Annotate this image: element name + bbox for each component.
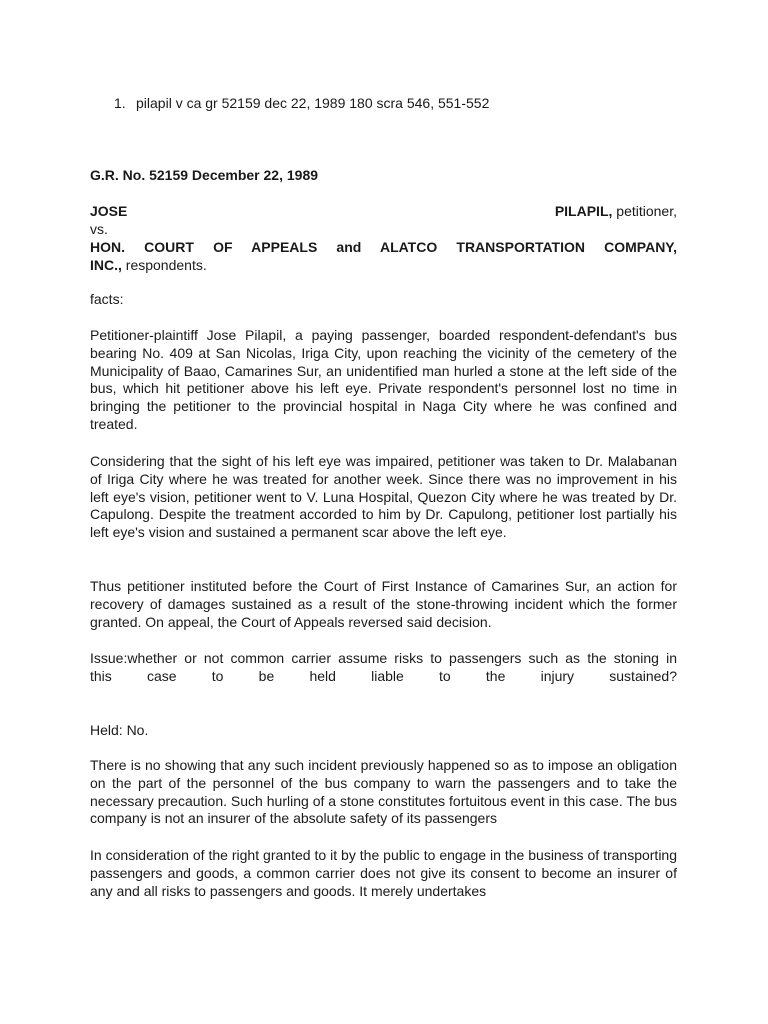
- case-title: G.R. No. 52159 December 22, 1989: [90, 167, 319, 183]
- issue-word: be: [258, 667, 275, 684]
- petitioner-name-group: [555, 202, 677, 220]
- issue-word: sustained?: [609, 667, 677, 684]
- paragraph-held-2: In consideration of the right granted to it by the public to engage in the business of transporting passengers and goods, a common carrier does not give its consent to become an insurer of any and all risks to passengers and goods. It merely undertakes: [90, 847, 677, 899]
- issue-word: this: [90, 667, 112, 684]
- petitioner-line: [90, 202, 677, 220]
- paragraph-facts-3: Thus petitioner instituted before the Court of First Instance of Camarines Sur, an action for recovery of damages sustained as a result of the stone-throwing incident which the former granted. On appeal, the Court of Appeals reversed said decision.: [90, 578, 677, 630]
- parties-block: [90, 202, 677, 274]
- paragraph-facts-1: Petitioner-plaintiff Jose Pilapil, a paying passenger, boarded respondent-defendant's bus bearing No. 409 at San Nicolas, Iriga City, upon reaching the vicinity of the cemetery of the Municipality of Baao, Camarines Sur, an unidentified man hurled a stone at the left side of the bus, which hit petitioner above his left eye. Private respondent's personnel lost no time in bringing the petitioner to the provincial hospital in Naga City where he was confined and treated.: [90, 327, 677, 432]
- respondents-line-1: [90, 238, 677, 256]
- respondent-role: respondents.: [121, 257, 207, 273]
- issue-block: [90, 650, 677, 686]
- issue-word: to: [211, 667, 224, 684]
- respondents-text: HON. COURT OF APPEALS and ALATCO TRANSPORTATION COMPANY,: [90, 239, 677, 255]
- respondents-inc: INC.,: [90, 257, 122, 273]
- list-text: pilapil v ca gr 52159 dec 22, 1989 180 scra 546, 551-552: [136, 95, 490, 111]
- facts-label: facts:: [90, 291, 124, 307]
- list-item: [114, 94, 489, 112]
- list-number: 1.: [114, 95, 126, 111]
- petitioner-first-name: JOSE: [90, 203, 128, 219]
- issue-word: held: [309, 667, 336, 684]
- issue-word: the: [485, 667, 506, 684]
- issue-word: liable: [371, 667, 404, 684]
- issue-word: injury: [540, 667, 575, 684]
- issue-word: to: [439, 667, 451, 684]
- respondents-line-2: [90, 256, 677, 274]
- paragraph-facts-2: Considering that the sight of his left eye was impaired, petitioner was taken to Dr. Malabanan of Iriga City where he was treated for another week. Since there was no improvement in his left eye's vision, petitioner went to V. Luna Hospital, Quezon City where he was treated by Dr. Capulong. Despite the treatment accorded to him by Dr. Capulong, petitioner lost partially his left eye's vision and sustained a permanent scar above the left eye.: [90, 453, 677, 541]
- paragraph-held-1: There is no showing that any such incident previously happened so as to impose an obligation on the part of the personnel of the bus company to warn the passengers and to take the necessary precaution. Such hurling of a stone constitutes fortuitous event in this case. The bus company is not an insurer of the absolute safety of its passengers: [90, 757, 677, 827]
- issue-word: case: [147, 667, 177, 684]
- versus-line: vs.: [90, 221, 108, 237]
- issue-line-1: Issue:whether or not common carrier assume risks to passengers such as the stoning in: [90, 650, 677, 666]
- issue-line-2: [90, 668, 677, 686]
- held-label: Held: No.: [90, 722, 149, 738]
- petitioner-last-name: PILAPIL,: [554, 203, 613, 219]
- petitioner-role: petitioner,: [612, 203, 677, 219]
